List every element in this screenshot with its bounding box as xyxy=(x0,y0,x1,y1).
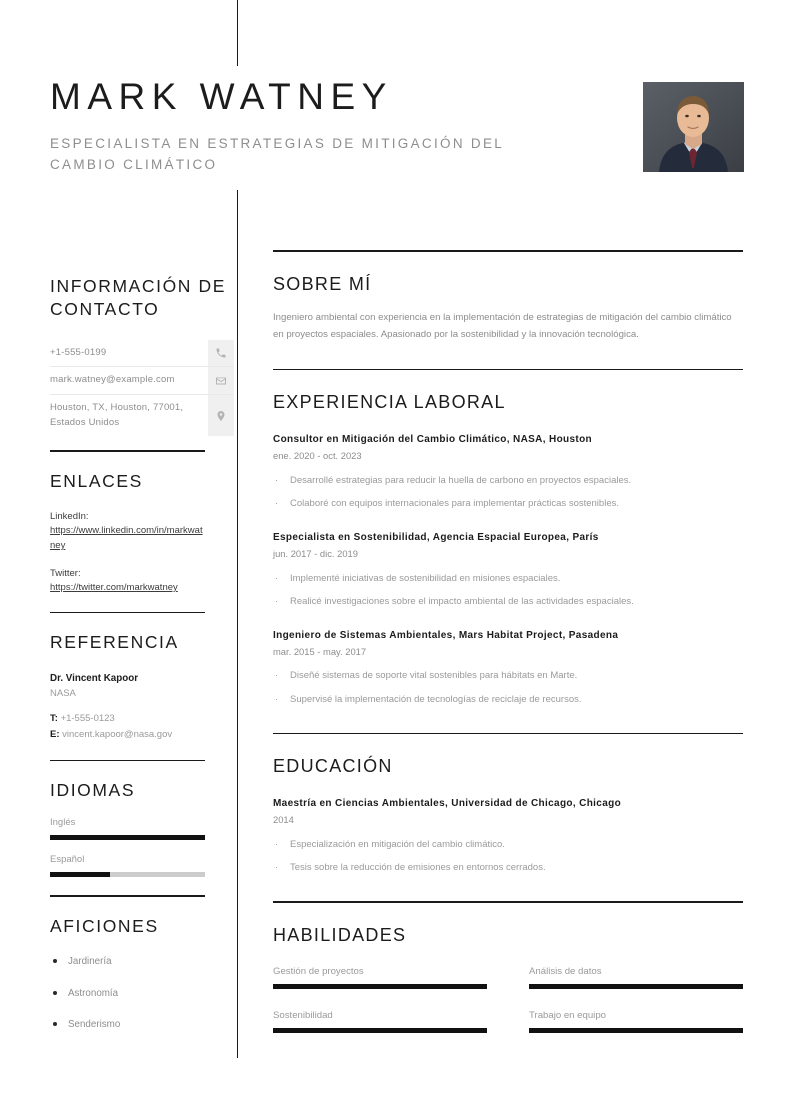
portrait-photo xyxy=(643,82,744,172)
bullet-tick-icon: · xyxy=(275,497,279,509)
education-bullets-1 xyxy=(273,837,743,875)
experience-entry-3 xyxy=(273,628,743,707)
sidebar-section-reference xyxy=(50,631,237,742)
skill-name-1: Gestión de proyectos xyxy=(273,965,364,977)
experience-date-2: jun. 2017 - dic. 2019 xyxy=(273,548,358,560)
candidate-subtitle: ESPECIALISTA EN ESTRATEGIAS DE MITIGACIÓN DEL CAMBIO CLIMÁTICO xyxy=(50,135,504,173)
contact-heading: INFORMACIÓN DE CONTACTO xyxy=(50,276,227,320)
reference-heading: REFERENCIA xyxy=(50,632,179,653)
vertical-divider-main xyxy=(237,190,238,1058)
sidebar-divider-3 xyxy=(50,760,205,762)
main-divider-1 xyxy=(273,250,743,252)
main-column xyxy=(273,250,743,1052)
experience-bullet-text-1-2: Colaboré con equipos internacionales para implementar prácticas sostenibles. xyxy=(290,497,619,509)
bullet-tick-icon: · xyxy=(275,862,279,874)
education-bullet-text-1-1: Especialización en mitigación del cambio climático. xyxy=(290,838,505,850)
contact-email-text: mark.watney@example.com xyxy=(50,374,175,386)
skill-track-2 xyxy=(529,984,743,989)
language-item-ingles xyxy=(50,815,237,840)
vertical-divider-top xyxy=(237,0,238,66)
experience-entry-1 xyxy=(273,432,743,511)
bullet-tick-icon: · xyxy=(275,670,279,682)
experience-bullet-2-1 xyxy=(273,571,743,586)
section-education xyxy=(273,756,743,875)
experience-entry-2 xyxy=(273,530,743,609)
experience-date-3: mar. 2015 - may. 2017 xyxy=(273,645,367,657)
skill-fill-3 xyxy=(273,1028,487,1033)
experience-title-3: Ingeniero de Sistemas Ambientales, Mars Habitat Project, Pasadena xyxy=(273,629,619,641)
skill-fill-1 xyxy=(273,984,487,989)
link-label-linkedin: LinkedIn: xyxy=(50,511,89,523)
skill-name-4: Trabajo en equipo xyxy=(529,1009,606,1021)
contact-address-text: Houston, TX, Houston, 77001, Estados Unidos xyxy=(50,401,184,428)
skill-name-3: Sostenibilidad xyxy=(273,1009,333,1021)
contact-phone-text: +1-555-0199 xyxy=(50,346,107,358)
experience-bullet-3-1 xyxy=(273,668,743,683)
experience-date-1: ene. 2020 - oct. 2023 xyxy=(273,450,362,462)
education-title-1: Maestría en Ciencias Ambientales, Universidad de Chicago, Chicago xyxy=(273,798,622,810)
skill-track-1 xyxy=(273,984,487,989)
skills-grid xyxy=(273,964,743,1052)
phone-icon xyxy=(208,340,234,367)
sidebar-section-languages xyxy=(50,779,237,877)
links-list xyxy=(50,509,237,596)
link-item-linkedin xyxy=(50,509,237,554)
bullet-dot-icon xyxy=(53,991,57,995)
experience-bullets-1 xyxy=(273,473,743,511)
hobbies-heading: AFICIONES xyxy=(50,915,159,936)
language-level-fill-ingles xyxy=(50,835,205,840)
education-date-1: 2014 xyxy=(273,814,294,826)
hobby-item-2 xyxy=(50,986,237,1002)
skill-item-3 xyxy=(273,1008,487,1033)
bullet-tick-icon: · xyxy=(275,693,279,705)
skill-name-2: Análisis de datos xyxy=(529,965,602,977)
language-level-track-ingles xyxy=(50,835,205,840)
sidebar-section-contact xyxy=(50,275,237,436)
section-experience xyxy=(273,392,743,706)
experience-bullet-text-3-1: Diseñé sistemas de soporte vital sostenibles para hábitats en Marte. xyxy=(290,670,578,682)
experience-bullet-1-1 xyxy=(273,473,743,488)
section-skills xyxy=(273,925,743,1052)
language-name-ingles: Inglés xyxy=(50,816,76,828)
skill-item-4 xyxy=(529,1008,743,1033)
experience-title-2: Especialista en Sostenibilidad, Agencia Espacial Europea, París xyxy=(273,532,599,544)
link-url-linkedin[interactable]: https://www.linkedin.com/in/markwatney xyxy=(50,525,203,552)
contact-item-phone[interactable] xyxy=(50,340,234,368)
sidebar-section-links xyxy=(50,470,237,596)
bullet-dot-icon xyxy=(53,959,57,963)
languages-heading: IDIOMAS xyxy=(50,780,136,801)
sidebar xyxy=(50,275,237,1033)
envelope-icon xyxy=(208,367,234,394)
experience-bullet-text-2-2: Realicé investigaciones sobre el impacto ambiental de las actividades espaciales. xyxy=(290,595,634,607)
bullet-tick-icon: · xyxy=(275,838,279,850)
main-divider-4 xyxy=(273,901,743,903)
link-url-twitter[interactable]: https://twitter.com/markwatney xyxy=(50,582,178,594)
education-bullet-text-1-2: Tesis sobre la reducción de emisiones en entornos cerrados. xyxy=(290,862,546,874)
hobby-label-3: Senderismo xyxy=(68,1019,121,1031)
reference-name: Dr. Vincent Kapoor xyxy=(50,672,139,684)
experience-bullet-1-2 xyxy=(273,496,743,511)
link-item-twitter xyxy=(50,566,237,596)
skills-heading: HABILIDADES xyxy=(273,924,407,945)
main-divider-2 xyxy=(273,369,743,371)
sidebar-divider-2 xyxy=(50,612,205,614)
education-bullet-1-1 xyxy=(273,837,743,852)
experience-heading: EXPERIENCIA LABORAL xyxy=(273,392,506,413)
contact-list xyxy=(50,340,234,437)
sidebar-divider-4 xyxy=(50,895,205,897)
experience-bullet-text-3-2: Supervisé la implementación de tecnologías de reciclaje de recursos. xyxy=(290,693,582,705)
contact-item-address[interactable] xyxy=(50,395,234,436)
education-entry-1 xyxy=(273,796,743,875)
education-heading: EDUCACIÓN xyxy=(273,756,393,777)
language-level-fill-espanol xyxy=(50,872,110,877)
hobby-label-1: Jardinería xyxy=(68,955,112,967)
links-heading: ENLACES xyxy=(50,471,143,491)
bullet-tick-icon: · xyxy=(275,474,279,486)
skill-track-3 xyxy=(273,1028,487,1033)
reference-email-value: vincent.kapoor@nasa.gov xyxy=(62,729,173,741)
contact-item-email[interactable] xyxy=(50,367,234,395)
location-pin-icon xyxy=(208,395,234,436)
reference-email-row xyxy=(50,727,237,743)
link-label-twitter: Twitter: xyxy=(50,567,81,579)
reference-email-label: E: xyxy=(50,729,60,741)
portrait-photo-graphic xyxy=(643,82,744,172)
hobby-item-1 xyxy=(50,954,237,970)
reference-phone-label: T: xyxy=(50,713,58,725)
about-heading: SOBRE MÍ xyxy=(273,273,372,294)
bullet-dot-icon xyxy=(53,1022,57,1026)
experience-bullet-text-2-1: Implementé iniciativas de sostenibilidad en misiones espaciales. xyxy=(290,572,561,584)
language-level-track-espanol xyxy=(50,872,205,877)
experience-title-1: Consultor en Mitigación del Cambio Climático, NASA, Houston xyxy=(273,434,592,446)
experience-bullet-2-2 xyxy=(273,594,743,609)
experience-bullet-text-1-1: Desarrollé estrategias para reducir la huella de carbono en proyectos espaciales. xyxy=(290,474,632,486)
reference-phone-value: +1-555-0123 xyxy=(60,713,115,725)
sidebar-divider-1 xyxy=(50,450,205,452)
language-item-espanol xyxy=(50,852,237,877)
experience-bullets-2 xyxy=(273,571,743,609)
hobby-item-3 xyxy=(50,1017,237,1033)
skill-fill-4 xyxy=(529,1028,743,1033)
section-about xyxy=(273,274,743,343)
skill-item-1 xyxy=(273,964,487,989)
skill-item-2 xyxy=(529,964,743,989)
language-name-espanol: Español xyxy=(50,853,85,865)
skill-track-4 xyxy=(529,1028,743,1033)
skill-fill-2 xyxy=(529,984,743,989)
reference-phone-row xyxy=(50,711,237,727)
candidate-name: MARK WATNEY xyxy=(50,76,393,117)
reference-organization: NASA xyxy=(50,688,76,700)
bullet-tick-icon: · xyxy=(275,595,279,607)
reference-contact xyxy=(50,711,237,742)
main-divider-3 xyxy=(273,733,743,735)
resume-header xyxy=(50,76,630,176)
hobby-label-2: Astronomía xyxy=(68,987,119,999)
about-text: Ingeniero ambiental con experiencia en la implementación de estrategias de mitigación del cambio climático en proyectos espaciales. Apasionado por la sostenibilidad y la innovación tecnológica. xyxy=(273,311,732,340)
sidebar-section-hobbies xyxy=(50,915,237,1033)
bullet-tick-icon: · xyxy=(275,572,279,584)
education-bullet-1-2 xyxy=(273,860,743,875)
experience-bullet-3-2 xyxy=(273,692,743,707)
experience-bullets-3 xyxy=(273,668,743,706)
